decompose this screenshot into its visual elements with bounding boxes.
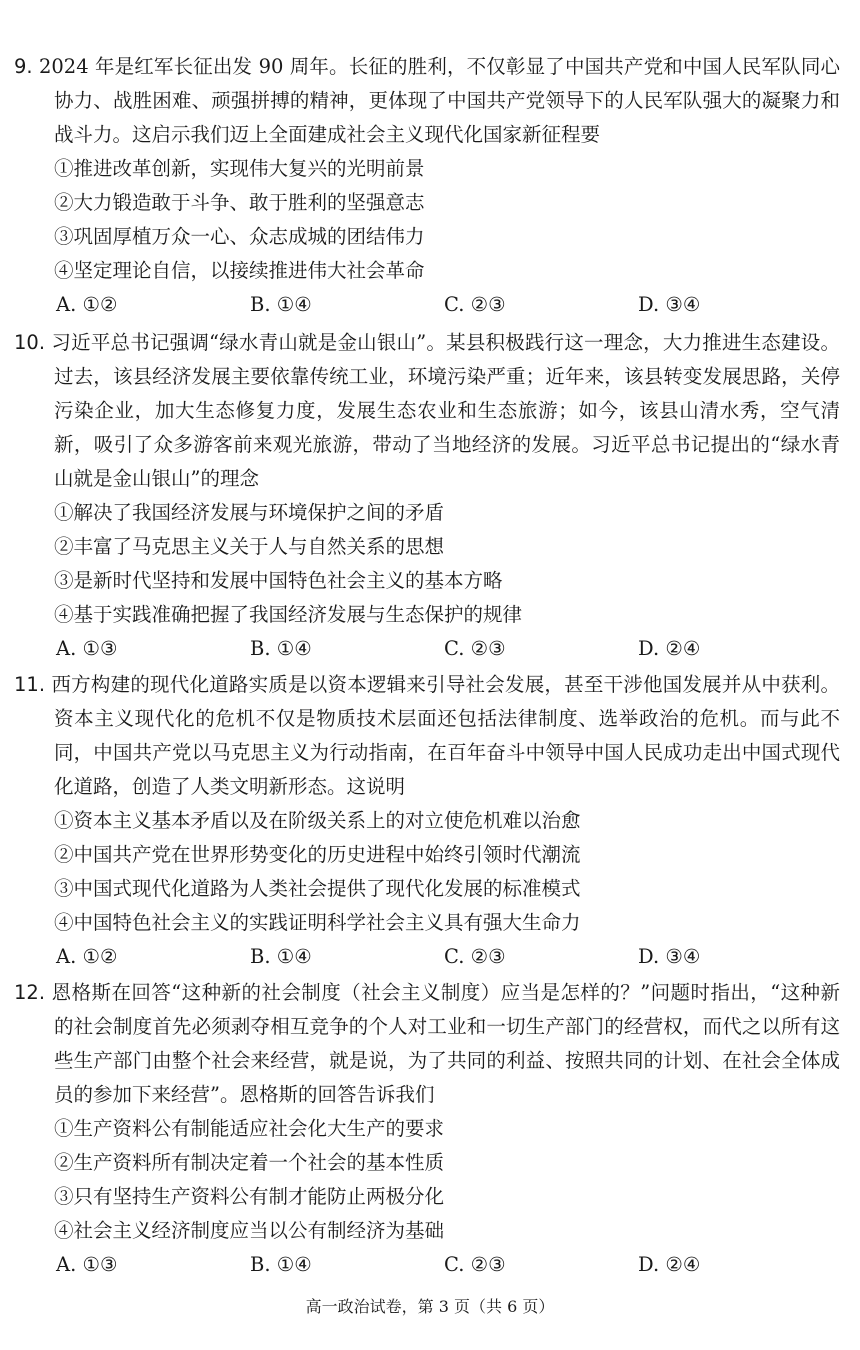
- answer-choices: [14, 288, 840, 322]
- choice-b: B. ①④: [250, 1253, 312, 1276]
- statement-item: ③巩固厚植万众一心、众志成城的团结伟力: [54, 225, 425, 248]
- statement-item: ②中国共产党在世界形势变化的历史进程中始终引领时代潮流: [54, 843, 581, 866]
- choice-a: A. ①③: [56, 1253, 118, 1276]
- answer-choices: [14, 1248, 840, 1282]
- choice-d: D. ③④: [638, 945, 701, 968]
- choice-d: D. ②④: [638, 1253, 701, 1276]
- choice-c: C. ②③: [444, 293, 506, 316]
- question-text: 恩格斯在回答“这种新的社会制度（社会主义制度）应当是怎样的？”问题时指出，“这种新的社会制度首先必须剥夺相互竞争的个人对工业和一切生产部门的经营权，而代之以所有这些生产部门由整个社会来经营，就是说，为了共同的利益、按照共同的计划、在社会全体成员的参加下来经营”。恩格斯的回答告诉我们: [51, 981, 840, 1106]
- question-text: 习近平总书记强调“绿水青山就是金山银山”。某县积极践行这一理念，大力推进生态建设。过去，该县经济发展主要依靠传统工业，环境污染严重；近年来，该县转变发展思路，关停污染企业，加大生态修复力度，发展生态农业和生态旅游；如今，该县山清水秀，空气清新，吸引了众多游客前来观光旅游，带动了当地经济的发展。习近平总书记提出的“绿水青山就是金山银山”的理念: [51, 331, 840, 490]
- answer-choices: [14, 632, 840, 666]
- statement-item: ④社会主义经济制度应当以公有制经济为基础: [54, 1219, 445, 1242]
- question-12: [14, 976, 840, 1282]
- statement-item: ③只有坚持生产资料公有制才能防止两极分化: [54, 1185, 445, 1208]
- answer-choices: [14, 940, 840, 974]
- question-11: [14, 668, 840, 974]
- choice-b: B. ①④: [250, 945, 312, 968]
- choice-b: B. ①④: [250, 293, 312, 316]
- statement-item: ④坚定理论自信，以接续推进伟大社会革命: [54, 259, 425, 282]
- choice-c: C. ②③: [444, 1253, 506, 1276]
- statement-item: ④中国特色社会主义的实践证明科学社会主义具有强大生命力: [54, 911, 581, 934]
- statement-item: ②丰富了马克思主义关于人与自然关系的思想: [54, 535, 445, 558]
- question-9: [14, 50, 840, 322]
- choice-a: A. ①②: [56, 945, 118, 968]
- question-number: 12.: [14, 981, 46, 1004]
- question-number: 9.: [14, 55, 33, 78]
- question-text: 2024 年是红军长征出发 90 周年。长征的胜利，不仅彰显了中国共产党和中国人民军队同心协力、战胜困难、顽强拼搏的精神，更体现了中国共产党领导下的人民军队强大的凝聚力和战斗力。这启示我们迈上全面建成社会主义现代化国家新征程要: [38, 55, 840, 146]
- question-stem: [14, 668, 840, 804]
- statement-item: ③是新时代坚持和发展中国特色社会主义的基本方略: [54, 569, 503, 592]
- choice-c: C. ②③: [444, 637, 506, 660]
- question-stem: [14, 976, 840, 1112]
- statement-item: ①资本主义基本矛盾以及在阶级关系上的对立使危机难以治愈: [54, 809, 581, 832]
- statement-item: ④基于实践准确把握了我国经济发展与生态保护的规律: [54, 603, 523, 626]
- question-10: [14, 326, 840, 666]
- choice-a: A. ①②: [56, 293, 118, 316]
- choice-a: A. ①③: [56, 637, 118, 660]
- question-number: 10.: [14, 331, 46, 354]
- question-stem: [14, 50, 840, 152]
- statement-item: ①解决了我国经济发展与环境保护之间的矛盾: [54, 501, 445, 524]
- statement-item: ②大力锻造敢于斗争、敢于胜利的坚强意志: [54, 191, 425, 214]
- question-stem: [14, 326, 840, 496]
- choice-d: D. ③④: [638, 293, 701, 316]
- statement-item: ①生产资料公有制能适应社会化大生产的要求: [54, 1117, 445, 1140]
- page-footer: 高一政治试卷，第 3 页（共 6 页）: [305, 1297, 555, 1316]
- statement-item: ①推进改革创新，实现伟大复兴的光明前景: [54, 157, 425, 180]
- statement-item: ②生产资料所有制决定着一个社会的基本性质: [54, 1151, 445, 1174]
- choice-d: D. ②④: [638, 637, 701, 660]
- choice-b: B. ①④: [250, 637, 312, 660]
- statement-item: ③中国式现代化道路为人类社会提供了现代化发展的标准模式: [54, 877, 581, 900]
- choice-c: C. ②③: [444, 945, 506, 968]
- question-number: 11.: [14, 673, 46, 696]
- question-text: 西方构建的现代化道路实质是以资本逻辑来引导社会发展，甚至干涉他国发展并从中获利。资本主义现代化的危机不仅是物质技术层面还包括法律制度、选举政治的危机。而与此不同，中国共产党以马克思主义为行动指南，在百年奋斗中领导中国人民成功走出中国式现代化道路，创造了人类文明新形态。这说明: [51, 673, 840, 798]
